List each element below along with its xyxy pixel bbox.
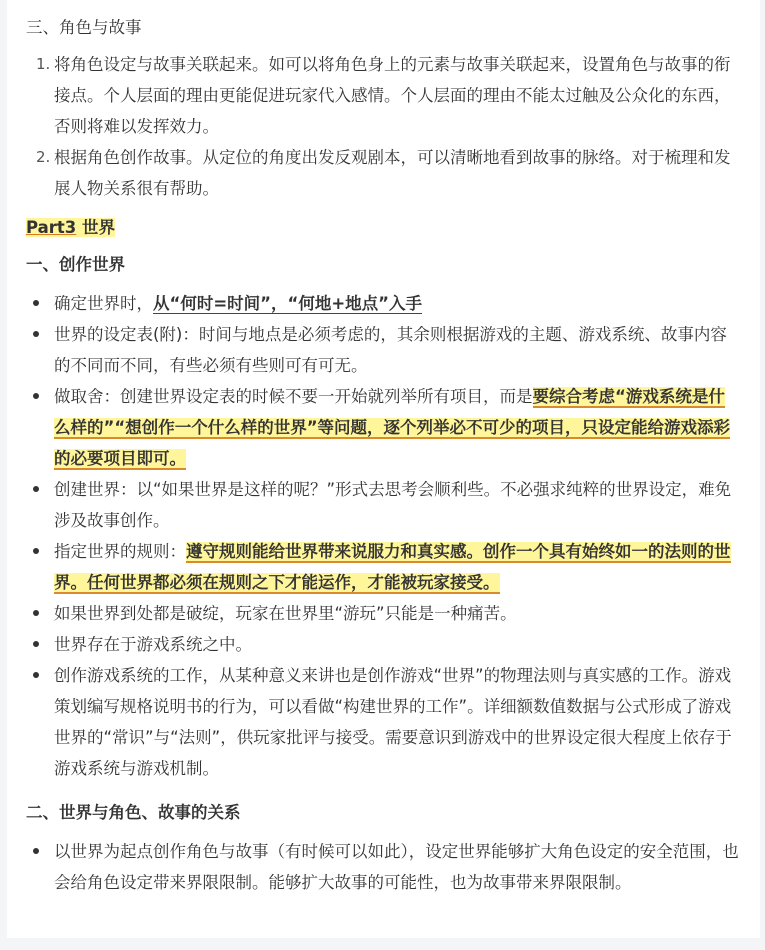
highlighted-text: 要综合考虑“游戏系统是什么样的”“想创作一个什么样的世界”等问题，逐个列举必不可少的项目，只设定能给游戏添彩的必要项目即可。 — [54, 387, 731, 468]
list-item — [54, 288, 739, 319]
item-text: 创建世界：以“如果世界是这样的呢？”形式去思考会顺利些。不必强求纯粹的世界设定，难免涉及故事创作。 — [54, 480, 732, 530]
heading-world-relation: 二、世界与角色、故事的关系 — [26, 803, 241, 822]
item-text: 确定世界时， — [54, 294, 153, 313]
bullet-dot — [33, 300, 39, 306]
item-number: 2. — [36, 148, 51, 166]
part-title: 世界 — [76, 218, 116, 237]
list-item — [36, 142, 739, 204]
item-text: 指定世界的规则： — [54, 542, 186, 561]
heading-create-world: 一、创作世界 — [26, 255, 125, 274]
item-text: 如果世界到处都是破绽，玩家在世界里“游玩”只能是一种痛苦。 — [54, 604, 517, 623]
item-text: 世界的设定表(附)：时间与地点是必须考虑的，其余则根据游戏的主题、游戏系统、故事内容的不同而不同，有些必须有些则可有可无。 — [54, 325, 727, 375]
part-heading-highlight — [26, 218, 115, 237]
list-item — [54, 598, 739, 629]
bullet-dot — [33, 641, 39, 647]
item-text: 将角色设定与故事关联起来。如可以将角色身上的元素与故事关联起来，设置角色与故事的衔接点。个人层面的理由更能促进玩家代入感情。个人层面的理由不能太过触及公众化的东西，否则将难以发挥效力。 — [54, 55, 731, 136]
item-text: 根据角色创作故事。从定位的角度出发反观剧本，可以清晰地看到故事的脉络。对于梳理和发展人物关系很有帮助。 — [54, 148, 731, 198]
item-text: 以世界为起点创作角色与故事（有时候可以如此），设定世界能够扩大角色设定的安全范围，也会给角色设定带来界限限制。能够扩大故事的可能性，也为故事带来界限限制。 — [54, 842, 739, 892]
right-margin-strip — [760, 0, 765, 950]
left-margin-strip — [0, 0, 7, 950]
list-item — [54, 536, 739, 598]
list-item — [54, 474, 739, 536]
list-item — [54, 836, 739, 898]
list-item — [54, 381, 739, 474]
item-text: 世界存在于游戏系统之中。 — [54, 635, 252, 654]
bullet-list-world-relation — [26, 836, 739, 898]
spacer — [26, 784, 739, 794]
bullet-dot — [33, 610, 39, 616]
bullet-dot — [33, 393, 39, 399]
highlighted-text: 遵守规则能给世界带来说服力和真实感。创作一个具有始终如一的法则的世界。任何世界都必须在规则之下才能运作，才能被玩家接受。 — [54, 542, 731, 592]
bullet-list-create-world — [26, 288, 739, 784]
bullet-dot — [33, 848, 39, 854]
part-heading — [26, 214, 739, 242]
list-item — [54, 629, 739, 660]
bottom-margin-strip — [0, 938, 765, 950]
list-item — [54, 319, 739, 381]
numbered-list — [26, 49, 739, 204]
part-label: Part3 — [26, 218, 77, 237]
bullet-dot — [33, 331, 39, 337]
bullet-dot — [33, 548, 39, 554]
list-item — [54, 660, 739, 784]
bullet-dot — [33, 672, 39, 678]
section-heading-roles-story: 三、角色与故事 — [26, 18, 142, 37]
item-text: 做取舍：创建世界设定表的时候不要一开始就列举所有项目，而是 — [54, 387, 533, 406]
item-number: 1. — [36, 55, 51, 73]
bullet-dot — [33, 486, 39, 492]
item-bold-text: 从“何时=时间”，“何地+地点”入手 — [153, 294, 423, 313]
list-item — [36, 49, 739, 142]
item-text: 创作游戏系统的工作，从某种意义来讲也是创作游戏“世界”的物理法则与真实感的工作。游戏策划编写规格说明书的行为，可以看做“构建世界的工作”。详细额数值数据与公式形成了游戏世界的“常识”与“法则”，供玩家批评与接受。需要意识到游戏中的世界设定很大程度上依存于游戏系统与游戏机制。 — [54, 666, 732, 778]
